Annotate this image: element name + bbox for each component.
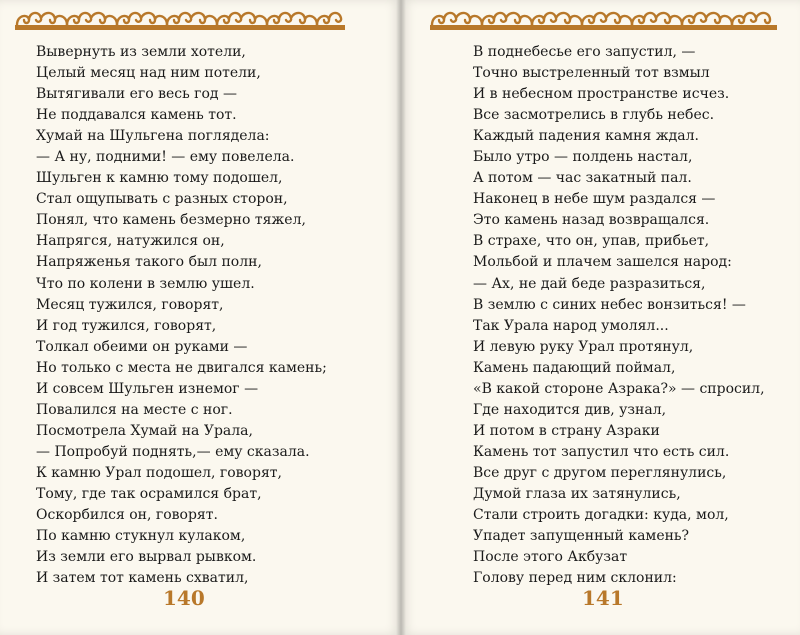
poem-line: Думой глаза их затянулись,: [473, 485, 681, 502]
book-gutter: [396, 0, 406, 635]
poem-line: Так Урала народ умолял...: [473, 317, 669, 334]
poem-line: Но только с места не двигался камень;: [36, 359, 327, 376]
poem-line: Повалился на месте с ног.: [36, 401, 233, 418]
ornament-border-left: [15, 8, 345, 30]
poem-line: Было утро — полдень настал,: [473, 149, 693, 166]
poem-line: Камень тот запустил что есть сил.: [473, 443, 730, 460]
poem-line: И год тужился, говорят,: [36, 317, 217, 334]
poem-line: К камню Урал подошел, говорят,: [36, 464, 282, 481]
poem-line: Все друг с другом переглянулись,: [473, 464, 727, 481]
poem-line: Точно выстреленный тот взмыл: [473, 65, 710, 82]
poem-line: Все засмотрелись в глубь небес.: [473, 107, 715, 124]
poem-line: Из земли его вырвал рывком.: [36, 549, 257, 566]
poem-text-right: [473, 42, 793, 589]
poem-line: Напряженья такого был полн,: [36, 254, 262, 271]
poem-line: И затем тот камень схватил,: [36, 570, 249, 587]
poem-line: Камень падающий поймал,: [473, 359, 676, 376]
poem-line: Понял, что камень безмерно тяжел,: [36, 212, 306, 229]
poem-line: И совсем Шульген изнемог —: [36, 380, 259, 397]
poem-line: — А ну, подними! — ему повелела.: [36, 149, 295, 166]
poem-line: Оскорбился он, говорят.: [36, 507, 218, 524]
poem-line: Каждый падения камня ждал.: [473, 128, 699, 145]
poem-line: Толкал обеими он руками —: [36, 338, 248, 355]
page-number-right: 141: [582, 586, 624, 610]
poem-line: Вытягивали его весь год —: [36, 86, 237, 103]
poem-line: В страхе, что он, упав, прибьет,: [473, 233, 710, 250]
poem-line: Хумай на Шульгена поглядела:: [36, 128, 270, 145]
poem-line: Мольбой и плачем зашелся народ:: [473, 254, 732, 271]
poem-line: Упадет запущенный камень?: [473, 528, 690, 545]
poem-line: И потом в страну Азраки: [473, 422, 660, 439]
poem-line: Наконец в небе шум раздался —: [473, 191, 716, 208]
right-page: [401, 0, 800, 635]
poem-line: Тому, где так осрамился брат,: [36, 485, 262, 502]
poem-line: И левую руку Урал протянул,: [473, 338, 694, 355]
poem-line: Где находится див, узнал,: [473, 401, 667, 418]
page-number-left: 140: [163, 586, 205, 610]
ornament-border-right: [430, 8, 777, 30]
poem-line: И в небесном пространстве исчез.: [473, 86, 730, 103]
poem-line: — Ах, не дай беде разразиться,: [473, 275, 706, 292]
poem-line: По камню стукнул кулаком,: [36, 528, 246, 545]
poem-line: Месяц тужился, говорят,: [36, 296, 224, 313]
poem-line: Напрягся, натужился он,: [36, 233, 225, 250]
poem-line: А потом — час закатный пал.: [473, 170, 692, 187]
poem-line: В землю с синих небес вонзиться! —: [473, 296, 746, 313]
poem-line: Целый месяц над ним потели,: [36, 65, 261, 82]
poem-line: Шульген к камню тому подошел,: [36, 170, 283, 187]
poem-line: Это камень назад возвращался.: [473, 212, 710, 229]
poem-line: Что по колени в землю ушел.: [36, 275, 255, 292]
poem-line: Посмотрела Хумай на Урала,: [36, 422, 253, 439]
poem-line: В поднебесье его запустил, —: [473, 44, 696, 60]
poem-line: После этого Акбузат: [473, 549, 628, 566]
poem-line: Вывернуть из земли хотели,: [36, 44, 246, 60]
poem-text-left: [36, 42, 386, 589]
poem-line: Голову перед ним склонил:: [473, 570, 677, 587]
poem-line: Стали строить догадки: куда, мол,: [473, 507, 729, 524]
poem-line: — Попробуй поднять,— ему сказала.: [36, 443, 310, 460]
poem-line: Не поддавался камень тот.: [36, 107, 237, 124]
poem-line: Стал ощупывать с разных сторон,: [36, 191, 288, 208]
poem-line: «В какой стороне Азрака?» — спросил,: [473, 380, 765, 397]
